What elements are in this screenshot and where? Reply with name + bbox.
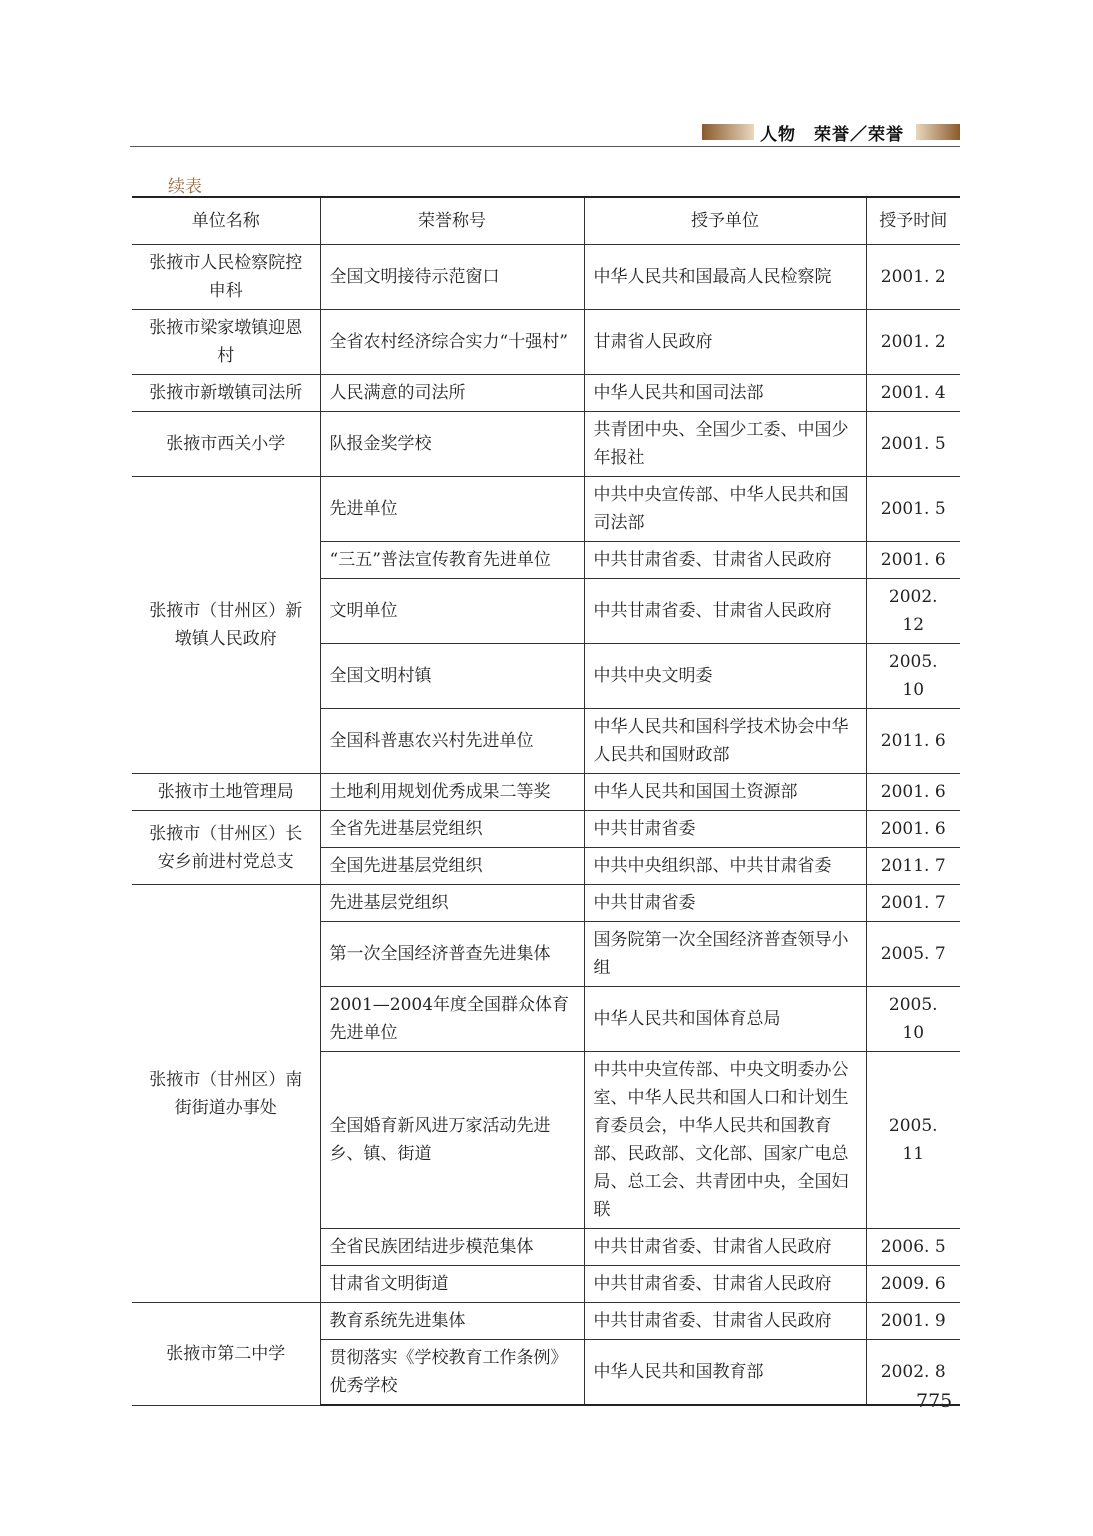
- table-header-row: [132, 197, 960, 245]
- honor-title-cell: 全国文明接待示范窗口: [320, 245, 584, 310]
- grantor-cell: 中共甘肃省委、甘肃省人民政府: [584, 579, 866, 644]
- grantor-cell: 中共甘肃省委、甘肃省人民政府: [584, 1303, 866, 1340]
- award-date-cell: 2011. 7: [866, 848, 960, 885]
- continued-table-label: 续表: [168, 177, 202, 197]
- award-date-cell: 2001. 6: [866, 774, 960, 811]
- table-row: [132, 412, 960, 477]
- unit-name-cell: 张掖市土地管理局: [132, 774, 320, 811]
- table-row: [132, 310, 960, 375]
- section-title: 人物 荣誉／荣誉: [760, 125, 904, 145]
- grantor-cell: 中共甘肃省委、甘肃省人民政府: [584, 542, 866, 579]
- award-date-cell: 2001. 6: [866, 811, 960, 848]
- grantor-cell: 中共甘肃省委: [584, 885, 866, 922]
- award-date-cell: 2006. 5: [866, 1229, 960, 1266]
- award-date-cell: 2001. 7: [866, 885, 960, 922]
- award-date-cell: 2005. 11: [866, 1052, 960, 1229]
- grantor-cell: 中共中央宣传部、中华人民共和国司法部: [584, 477, 866, 542]
- honor-title-cell: “三五”普法宣传教育先进单位: [320, 542, 584, 579]
- honor-title-cell: 第一次全国经济普查先进集体: [320, 922, 584, 987]
- grantor-cell: 中华人民共和国国土资源部: [584, 774, 866, 811]
- unit-name-cell: 张掖市第二中学: [132, 1303, 320, 1406]
- table-row: [132, 477, 960, 542]
- unit-name-cell: 张掖市新墩镇司法所: [132, 375, 320, 412]
- table-row: [132, 811, 960, 848]
- grantor-cell: 中共中央宣传部、中央文明委办公室、中华人民共和国人口和计划生育委员会，中华人民共和国教育部、民政部、文化部、国家广电总局、总工会、共青团中央，全国妇联: [584, 1052, 866, 1229]
- grantor-cell: 中华人民共和国司法部: [584, 375, 866, 412]
- honor-title-cell: 全国科普惠农兴村先进单位: [320, 709, 584, 774]
- grantor-cell: 中共中央文明委: [584, 644, 866, 709]
- award-date-cell: 2009. 6: [866, 1266, 960, 1303]
- grantor-cell: 中共甘肃省委、甘肃省人民政府: [584, 1229, 866, 1266]
- honor-title-cell: 教育系统先进集体: [320, 1303, 584, 1340]
- grantor-cell: 中共中央组织部、中共甘肃省委: [584, 848, 866, 885]
- honor-title-cell: 2001—2004年度全国群众体育先进单位: [320, 987, 584, 1052]
- table-row: [132, 885, 960, 922]
- honor-title-cell: 贯彻落实《学校教育工作条例》优秀学校: [320, 1340, 584, 1406]
- table-row: [132, 245, 960, 310]
- honor-title-cell: 队报金奖学校: [320, 412, 584, 477]
- grantor-cell: 中共甘肃省委、甘肃省人民政府: [584, 1266, 866, 1303]
- header-ornament-right: [916, 124, 960, 140]
- honor-title-cell: 全省农村经济综合实力“十强村”: [320, 310, 584, 375]
- award-date-cell: 2001. 4: [866, 375, 960, 412]
- grantor-cell: 中华人民共和国科学技术协会中华人民共和国财政部: [584, 709, 866, 774]
- header-grantor: 授予单位: [584, 197, 866, 245]
- unit-name-cell: 张掖市（甘州区）长安乡前进村党总支: [132, 811, 320, 885]
- award-date-cell: 2002. 12: [866, 579, 960, 644]
- award-date-cell: 2001. 2: [866, 310, 960, 375]
- award-date-cell: 2001. 5: [866, 412, 960, 477]
- grantor-cell: 共青团中央、全国少工委、中国少年报社: [584, 412, 866, 477]
- grantor-cell: 甘肃省人民政府: [584, 310, 866, 375]
- grantor-cell: 中华人民共和国最高人民检察院: [584, 245, 866, 310]
- grantor-cell: 国务院第一次全国经济普查领导小组: [584, 922, 866, 987]
- honor-title-cell: 甘肃省文明街道: [320, 1266, 584, 1303]
- award-date-cell: 2005. 10: [866, 644, 960, 709]
- honor-title-cell: 全省民族团结进步模范集体: [320, 1229, 584, 1266]
- header-date: 授予时间: [866, 197, 960, 245]
- grantor-cell: 中共甘肃省委: [584, 811, 866, 848]
- running-header: [130, 118, 960, 147]
- table-row: [132, 375, 960, 412]
- honor-title-cell: 文明单位: [320, 579, 584, 644]
- grantor-cell: 中华人民共和国教育部: [584, 1340, 866, 1406]
- award-date-cell: 2005. 7: [866, 922, 960, 987]
- unit-name-cell: 张掖市（甘州区）南街街道办事处: [132, 885, 320, 1303]
- header-unit: 单位名称: [132, 197, 320, 245]
- honors-table: [132, 196, 960, 1406]
- award-date-cell: 2011. 6: [866, 709, 960, 774]
- unit-name-cell: 张掖市人民检察院控申科: [132, 245, 320, 310]
- grantor-cell: 中华人民共和国体育总局: [584, 987, 866, 1052]
- page-number: 775: [916, 1390, 953, 1412]
- award-date-cell: 2002. 8: [866, 1340, 960, 1406]
- honor-title-cell: 全省先进基层党组织: [320, 811, 584, 848]
- award-date-cell: 2001. 5: [866, 477, 960, 542]
- unit-name-cell: 张掖市梁家墩镇迎恩村: [132, 310, 320, 375]
- award-date-cell: 2005. 10: [866, 987, 960, 1052]
- honor-title-cell: 全国先进基层党组织: [320, 848, 584, 885]
- honor-title-cell: 先进基层党组织: [320, 885, 584, 922]
- honor-title-cell: 土地利用规划优秀成果二等奖: [320, 774, 584, 811]
- table-row: [132, 774, 960, 811]
- unit-name-cell: 张掖市（甘州区）新墩镇人民政府: [132, 477, 320, 774]
- honor-title-cell: 人民满意的司法所: [320, 375, 584, 412]
- award-date-cell: 2001. 9: [866, 1303, 960, 1340]
- honor-title-cell: 先进单位: [320, 477, 584, 542]
- award-date-cell: 2001. 6: [866, 542, 960, 579]
- table-row: [132, 1303, 960, 1340]
- header-ornament-left: [702, 124, 754, 140]
- award-date-cell: 2001. 2: [866, 245, 960, 310]
- honor-title-cell: 全国婚育新风进万家活动先进乡、镇、街道: [320, 1052, 584, 1229]
- unit-name-cell: 张掖市西关小学: [132, 412, 320, 477]
- header-title: 荣誉称号: [320, 197, 584, 245]
- honor-title-cell: 全国文明村镇: [320, 644, 584, 709]
